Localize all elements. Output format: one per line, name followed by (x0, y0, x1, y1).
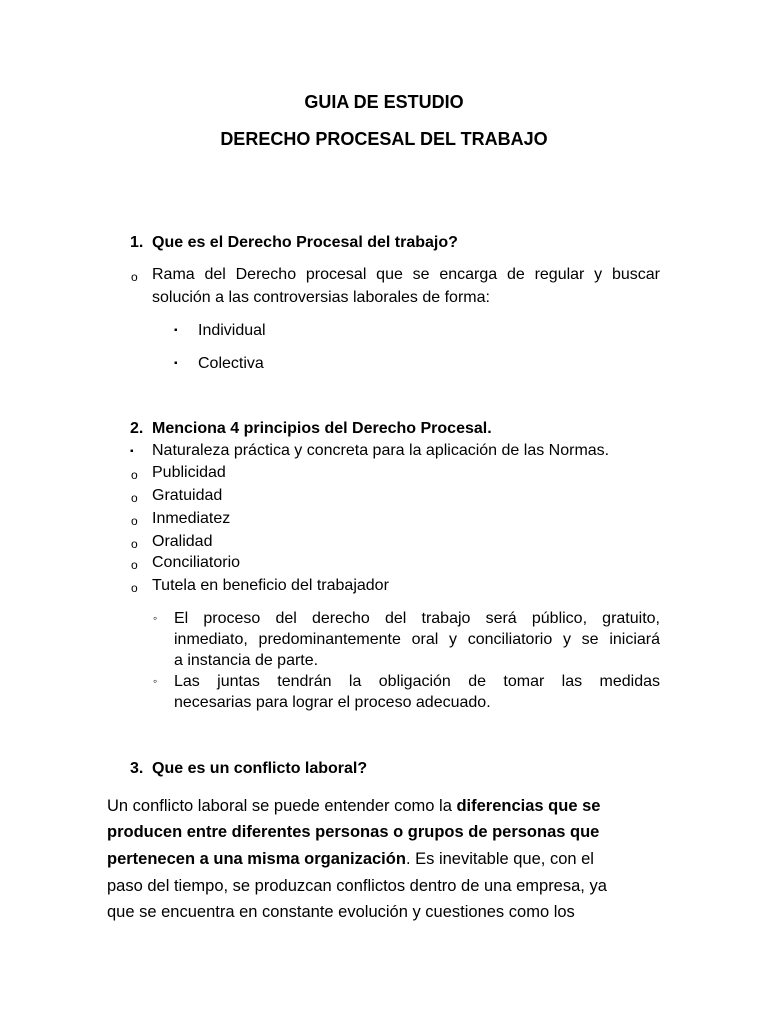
document-subtitle: DERECHO PROCESAL DEL TRABAJO (220, 129, 548, 149)
section1-subitem: Individual (198, 322, 266, 339)
paragraph-line: Un conflicto laboral se puede entender como la diferencias que se (107, 797, 601, 815)
square-bullet-icon: ▪ (174, 358, 178, 369)
hollow-bullet-icon: o (131, 468, 138, 482)
principle-item: Naturaleza práctica y concreta para la aplicación de las Normas. (152, 442, 610, 459)
note2-line2: necesarias para lograr el proceso adecuado. (174, 694, 491, 711)
section1-subitem: Colectiva (198, 355, 264, 372)
section1-answer-line1: Rama del Derecho procesal que se encarga de regular y buscar (152, 266, 660, 283)
hollow-bullet-icon: o (131, 491, 138, 505)
circle-bullet-icon: ◦ (153, 611, 158, 625)
principle-item: Conciliatorio (152, 554, 241, 571)
square-bullet-icon: ▪ (174, 325, 178, 336)
section2-question: Menciona 4 principios del Derecho Procesal. (152, 420, 492, 437)
paragraph-line: paso del tiempo, se produzcan conflictos dentro de una empresa, ya (107, 877, 607, 895)
note2-line1: Las juntas tendrán la obligación de tomar las medidas (174, 673, 660, 690)
section3-question: Que es un conflicto laboral? (152, 760, 368, 777)
hollow-bullet-icon: o (131, 581, 138, 595)
square-bullet-icon: ▪ (130, 446, 134, 457)
paragraph-line: que se encuentra en constante evolución y cuestiones como los (107, 903, 575, 921)
hollow-bullet-icon: o (131, 270, 138, 284)
paragraph-line: pertenecen a una misma organización. Es inevitable que, con el (107, 850, 594, 868)
section1-question: Que es el Derecho Procesal del trabajo? (152, 234, 458, 251)
section2-number: 2. (130, 420, 144, 437)
hollow-bullet-icon: o (131, 558, 138, 572)
circle-bullet-icon: ◦ (153, 674, 158, 688)
principle-item: Tutela en beneficio del trabajador (152, 577, 389, 594)
note1-line2: inmediato, predominantemente oral y conciliatorio y se iniciará (174, 631, 660, 648)
paragraph-line: producen entre diferentes personas o grupos de personas que (107, 823, 600, 841)
principle-item: Gratuidad (152, 487, 223, 504)
section1-answer-line2: solución a las controversias laborales de forma: (152, 289, 490, 306)
note1-line3: a instancia de parte. (174, 652, 319, 669)
section3-number: 3. (130, 760, 144, 777)
principle-item: Oralidad (152, 533, 213, 550)
emphasis-text: pertenecen a una misma organización (107, 850, 406, 868)
principle-item: Publicidad (152, 464, 226, 481)
section1-number: 1. (130, 234, 144, 251)
note1-line1: El proceso del derecho del trabajo será público, gratuito, (174, 610, 660, 627)
document-title: GUIA DE ESTUDIO (304, 92, 464, 112)
hollow-bullet-icon: o (131, 514, 138, 528)
hollow-bullet-icon: o (131, 537, 138, 551)
principle-item: Inmediatez (152, 510, 231, 527)
emphasis-text: diferencias que se (456, 797, 601, 815)
